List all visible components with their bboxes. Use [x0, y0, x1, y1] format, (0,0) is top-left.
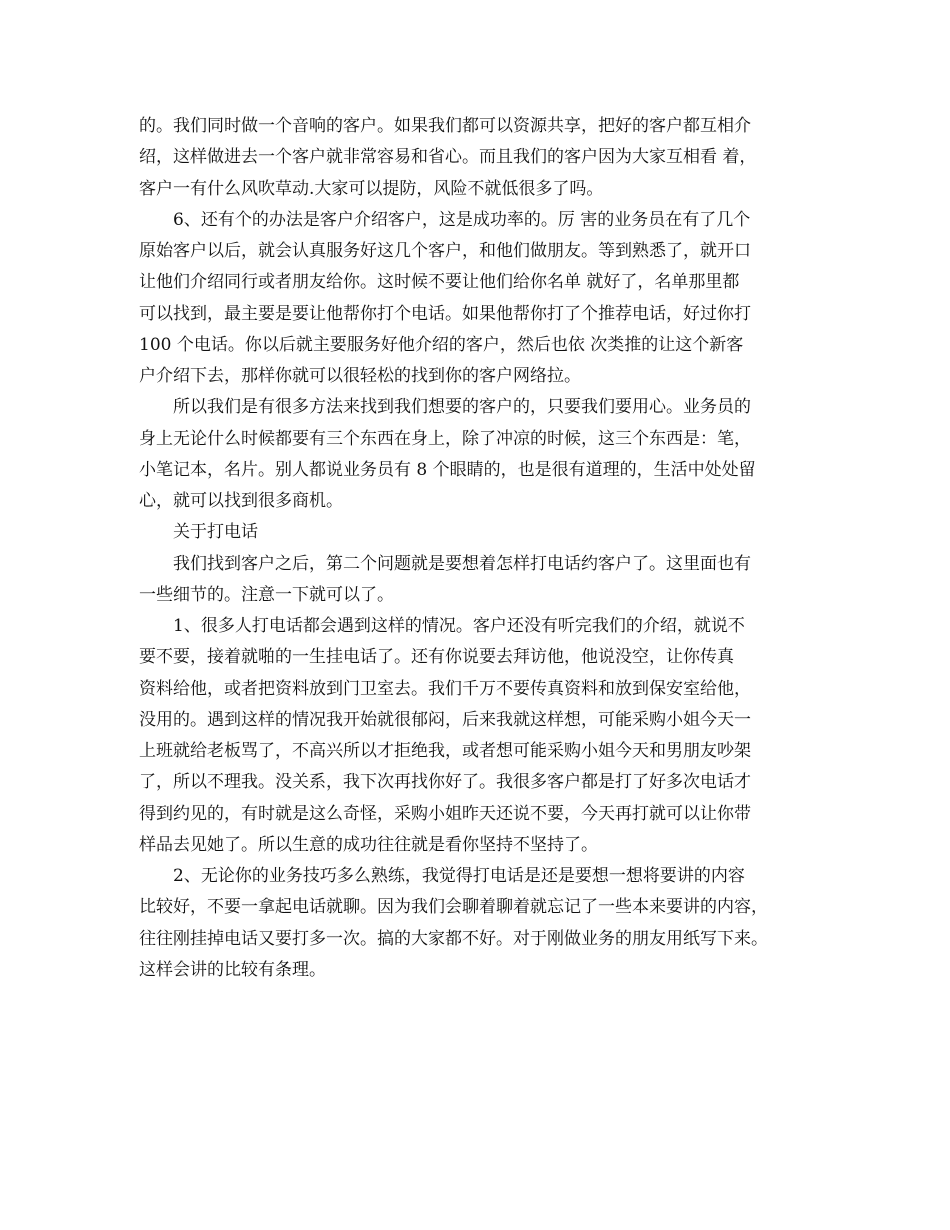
text-line: 要不要，接着就啪的一生挂电话了。还有你说要去拜访他，他说没空，让你传真 — [139, 647, 734, 668]
text-line: 这样会讲的比较有条理。 — [139, 959, 326, 980]
text-line: 让他们介绍同行或者朋友给你。这时候不要让他们给你名单 就好了，名单那里都 — [139, 272, 740, 293]
text-line: 上班就给老板骂了，不高兴所以才拒绝我，或者想可能采购小姐今天和男朋友吵架 — [139, 741, 751, 761]
text-line: 原始客户以后，就会认真服务好这几个客户，和他们做朋友。等到熟悉了，就开口 — [139, 241, 751, 261]
document-body — [139, 111, 829, 986]
text-line: 户介绍下去，那样你就可以很轻松的找到你的客户网络拉。 — [139, 366, 581, 386]
text-line: 关于打电话 — [173, 522, 258, 543]
text-line: 没用的。遇到这样的情况我开始就很郁闷，后来我就这样想，可能采购小姐今天一 — [139, 709, 751, 730]
text-line: 比较好，不要一拿起电话就聊。因为我们会聊着聊着就忘记了一些本来要讲的内容， — [139, 897, 768, 918]
text-line: 往往刚挂掉电话又要打多一次。搞的大家都不好。对于刚做业务的朋友用纸写下来。 — [139, 928, 768, 949]
text-line: 客户一有什么风吹草动.大家可以提防，风险不就低很多了吗。 — [139, 178, 604, 199]
text-line: 6、还有个的办法是客户介绍客户，这是成功率的。厉 害的业务员在有了几个 — [173, 209, 751, 230]
text-line: 了，所以不理我。没关系，我下次再找你好了。我很多客户都是打了好多次电话才 — [139, 772, 751, 793]
text-line: 小笔记本，名片。别人都说业务员有 8 个眼睛的，也是很有道理的，生活中处处留 — [139, 459, 756, 480]
text-line: 身上无论什么时候都要有三个东西在身上，除了冲凉的时候，这三个东西是：笔， — [139, 428, 751, 449]
text-line: 一些细节的。注意一下就可以了。 — [139, 584, 394, 605]
text-line: 100 个电话。你以后就主要服务好他介绍的客户，然后也依 次类推的让这个新客 — [139, 334, 744, 355]
text-line: 绍，这样做进去一个客户就非常容易和省心。而且我们的客户因为大家互相看 着， — [139, 147, 757, 168]
text-line: 所以我们是有很多方法来找到我们想要的客户的，只要我们要用心。业务员的 — [173, 397, 751, 418]
text-line: 可以找到，最主要是要让他帮你打个电话。如果他帮你打了个推荐电话，好过你打 — [139, 303, 751, 324]
text-line: 样品去见她了。所以生意的成功往往就是看你坚持不坚持了。 — [139, 834, 598, 855]
text-line: 1、很多人打电话都会遇到这样的情况。客户还没有听完我们的介绍，就说不 — [173, 616, 745, 636]
text-line: 我们找到客户之后，第二个问题就是要想着怎样打电话约客户了。这里面也有 — [173, 553, 751, 574]
text-line: 得到约见的，有时就是这么奇怪，采购小姐昨天还说不要，今天再打就可以让你带 — [139, 803, 751, 824]
text-line: 的。我们同时做一个音响的客户。如果我们都可以资源共享，把好的客户都互相介 — [139, 116, 751, 136]
text-line: 心，就可以找到很多商机。 — [139, 491, 343, 511]
text-line: 资料给他，或者把资料放到门卫室去。我们千万不要传真资料和放到保安室给他， — [139, 678, 751, 699]
text-line: 2、无论你的业务技巧多么熟练，我觉得打电话是还是要想一想将要讲的内容 — [173, 866, 745, 886]
